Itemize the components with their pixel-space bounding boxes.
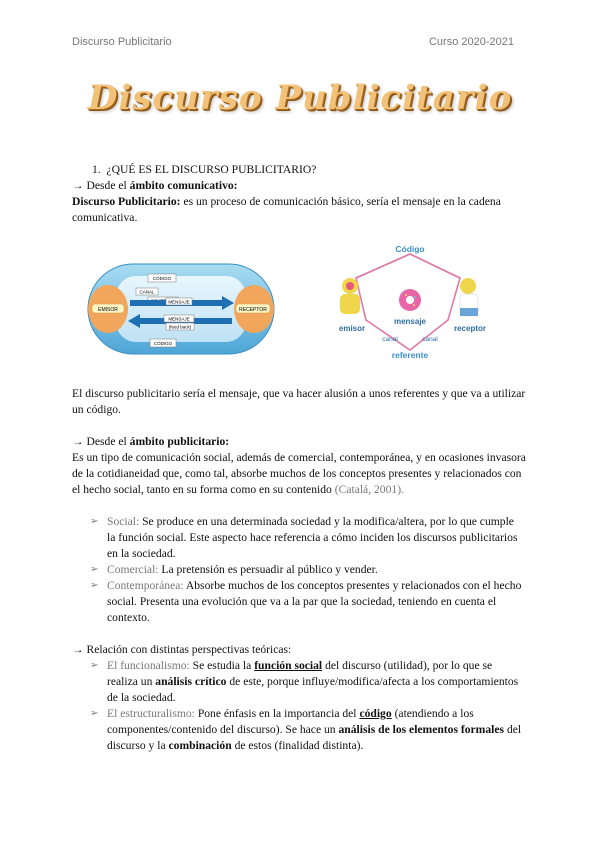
canal-right-label: canal	[422, 336, 438, 343]
section-heading: 1. ¿QUÉ ES EL DISCURSO PUBLICITARIO?	[92, 163, 317, 176]
diagram-codigo-top: CÓDIGO	[152, 276, 172, 281]
diagram-codigo-bottom: CÓDIGO	[153, 341, 173, 346]
mensaje-paragraph: El discurso publicitario sería el mensaje, que va hacer alusión a unos referentes y que va a utilizar un código.	[72, 387, 526, 416]
diagram-feedback: (feed back)	[168, 324, 192, 330]
theory-line: → Relación con distintas perspectivas teóricas:	[72, 643, 292, 656]
emisor-label: emisor	[338, 324, 366, 333]
bullet-funcionalismo: ➢ El funcionalismo: Se estudia la función social del discurso (utilidad), por lo que se realiza un análisis crítico de este, porque influye/modifica/afecta a los comportamientos de la sociedad.	[90, 659, 519, 704]
codigo-label: Código	[395, 244, 425, 254]
page-title: Discurso Publicitario	[87, 78, 513, 118]
comm-scope-line: → Desde el ámbito comunicativo:	[72, 179, 238, 192]
definition-paragraph: Discurso Publicitario: es un proceso de comunicación básico, sería el mensaje en la cadena comunicativa.	[72, 195, 501, 224]
bullet-estructuralismo: ➢ El estructuralismo: Pone énfasis en la importancia del código (atendiendo a los componentes/contenido del discurso). Se hace un análisis de los elementos formales del discurso y la combinación de estos (finalidad distinta).	[90, 707, 522, 752]
diagram-mensaje-top: MENSAJE	[168, 299, 190, 305]
header-right: Curso 2020-2021	[428, 36, 514, 48]
referente-label: referente	[391, 350, 429, 360]
diagram-receptor-label: RECEPTOR	[239, 307, 267, 313]
diagram-emisor-label: EMISOR	[98, 307, 118, 313]
pub-paragraph: Es un tipo de comunicación social, además de comercial, contemporánea, y en ocasiones invasora de la cotidianeidad que, como tal, absorbe muchos de los conceptos presentes y relacionados con el hecho social, tanto en su forma como en su contenido (Catalá, 2001).	[72, 451, 526, 496]
receptor-figure	[460, 278, 476, 294]
diagram-canal: CANAL	[139, 289, 155, 295]
canal-left-label: canal	[382, 336, 398, 343]
mensaje-label: mensaje	[393, 317, 427, 326]
pub-scope-line: → Desde el ámbito publicitario:	[72, 435, 230, 448]
bullet-contemporanea: ➢ Contemporánea: Absorbe muchos de los conceptos presentes y relacionados con el hecho social. Presenta una evolución que va a la par que la sociedad, teniendo en cuenta el contexto.	[90, 579, 522, 624]
bullet-comercial: ➢ Comercial: La pretensión es persuadir al público y vender.	[90, 563, 378, 576]
communication-diagram-left	[86, 262, 276, 356]
header-left: Discurso Publicitario	[72, 36, 172, 48]
receptor-label: receptor	[453, 324, 487, 333]
communication-diagram-right	[330, 238, 530, 366]
diagram-mensaje-bottom: MENSAJE	[168, 316, 190, 322]
bullet-social: ➢ Social: Se produce en una determinada sociedad y la modifica/altera, por lo que cumple la función social. Este aspecto hace referencia a cómo inciden los discursos publicitarios en la sociedad.	[90, 515, 518, 560]
